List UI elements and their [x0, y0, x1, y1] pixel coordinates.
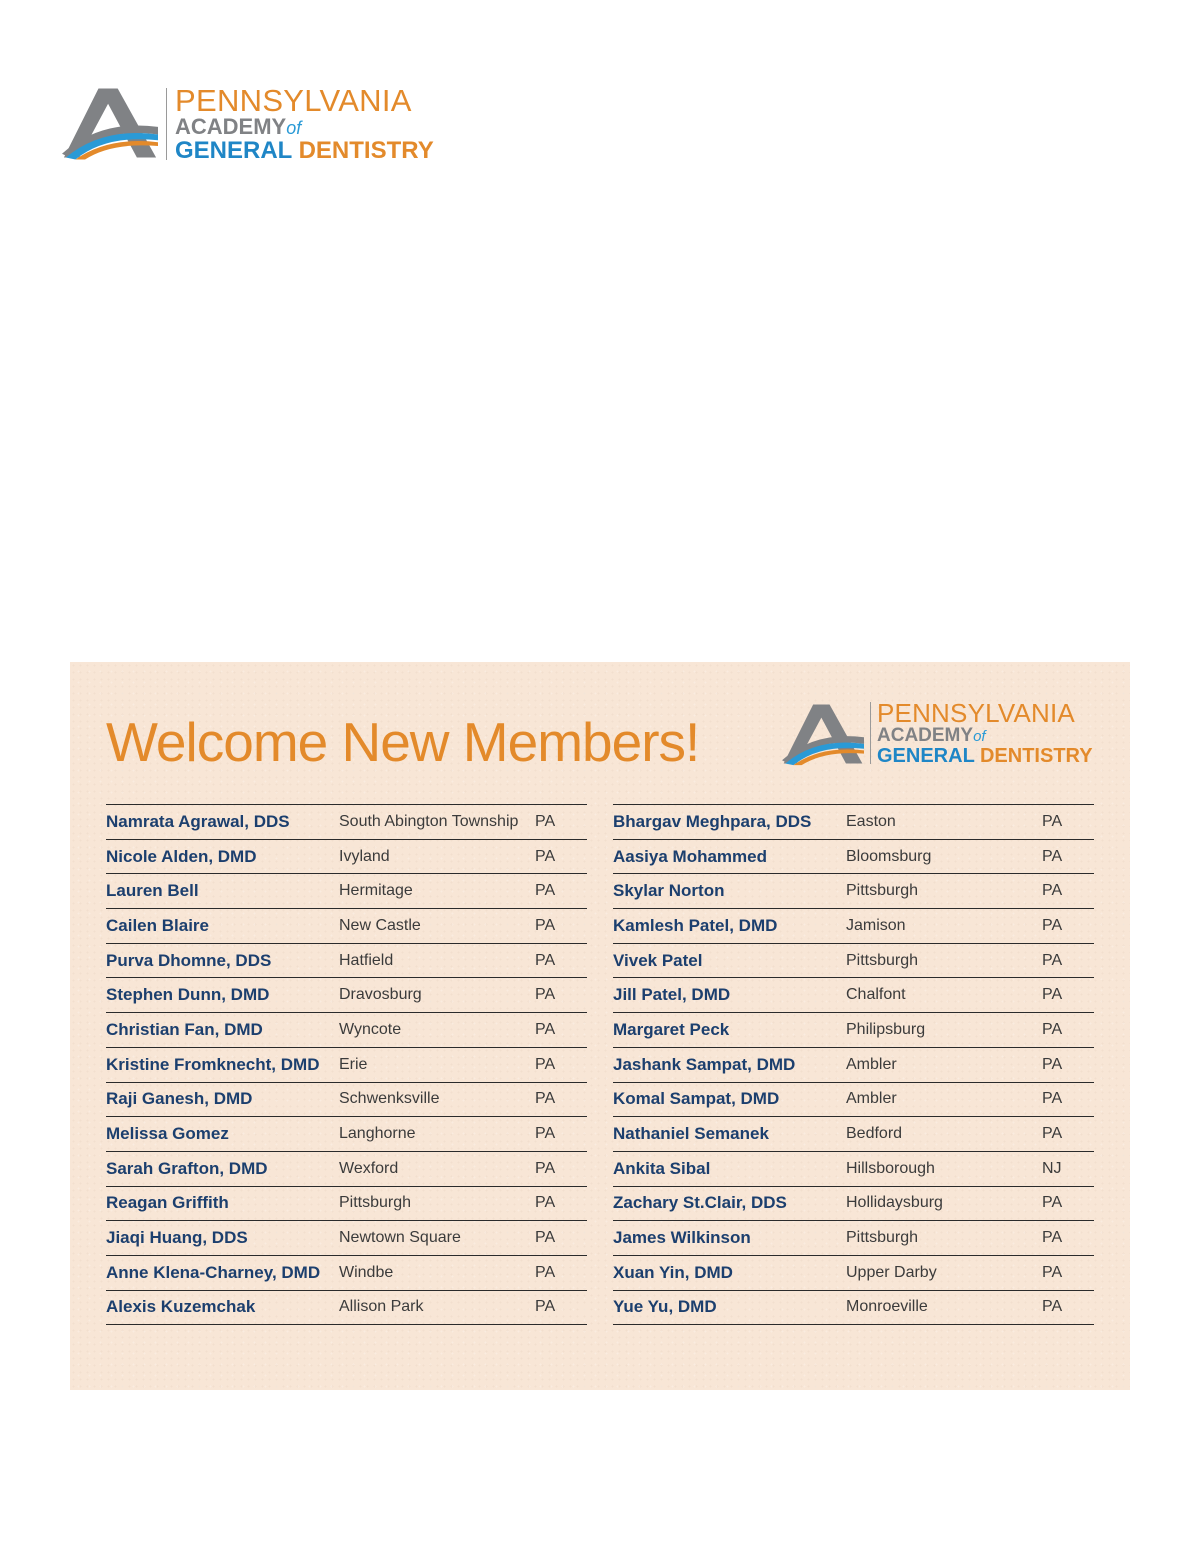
member-name: Raji Ganesh, DMD [106, 1089, 253, 1109]
member-city: New Castle [339, 916, 421, 934]
member-city: Hatfield [339, 951, 394, 969]
member-name: Skylar Norton [613, 881, 725, 901]
member-state: PA [535, 1020, 556, 1038]
member-name: James Wilkinson [613, 1228, 751, 1248]
member-state: PA [535, 812, 556, 830]
member-city: Monroeville [846, 1298, 928, 1316]
member-name: Nathaniel Semanek [613, 1124, 769, 1144]
member-name: Xuan Yin, DMD [613, 1262, 733, 1282]
member-city: Chalfont [846, 986, 906, 1004]
member-row [106, 978, 587, 1013]
member-city: Newtown Square [339, 1229, 461, 1247]
member-row [613, 978, 1094, 1013]
member-row [106, 1256, 587, 1291]
member-city: Pittsburgh [846, 1229, 919, 1247]
member-state: PA [1042, 1229, 1063, 1247]
academy-a-logo-icon [782, 702, 864, 766]
member-city: Hermitage [339, 882, 413, 900]
member-name: Melissa Gomez [106, 1124, 229, 1144]
member-row [613, 944, 1094, 979]
member-row [106, 805, 587, 840]
member-name: Vivek Patel [613, 950, 703, 970]
logo-line-general-dentistry: GENERAL DENTISTRY [877, 745, 1093, 767]
member-name: Christian Fan, DMD [106, 1019, 263, 1039]
member-state: PA [1042, 1298, 1063, 1316]
member-row [613, 1152, 1094, 1187]
member-state: PA [1042, 986, 1063, 1004]
member-city: Langhorne [339, 1125, 416, 1143]
member-row [613, 840, 1094, 875]
member-row [106, 1083, 587, 1118]
member-row [613, 1187, 1094, 1222]
member-name: Yue Yu, DMD [613, 1297, 717, 1317]
member-name: Jill Patel, DMD [613, 985, 731, 1005]
logo-line-academy: ACADEMYof [175, 114, 302, 139]
member-state: PA [1042, 812, 1063, 830]
member-row [613, 1291, 1094, 1326]
member-name: Cailen Blaire [106, 915, 209, 935]
member-name: Kamlesh Patel, DMD [613, 915, 778, 935]
member-row [106, 1152, 587, 1187]
member-name: Anne Klena-Charney, DMD [106, 1262, 321, 1282]
member-city: Upper Darby [846, 1263, 937, 1281]
panel-title: Welcome New Members! [106, 711, 700, 773]
member-name: Stephen Dunn, DMD [106, 985, 270, 1005]
member-name: Kristine Fromknecht, DMD [106, 1054, 320, 1074]
member-city: Hillsborough [846, 1159, 935, 1177]
member-row [613, 1221, 1094, 1256]
member-name: Zachary St.Clair, DDS [613, 1193, 787, 1213]
member-city: Ivyland [339, 847, 390, 865]
member-city: Wyncote [339, 1020, 402, 1038]
member-state: PA [535, 1263, 556, 1281]
academy-a-logo-icon [62, 86, 158, 160]
member-name: Margaret Peck [613, 1019, 730, 1039]
member-state: PA [535, 1090, 556, 1108]
member-city: Bloomsburg [846, 847, 932, 865]
members-list-right [613, 804, 1094, 1325]
member-city: Ambler [846, 1090, 897, 1108]
logo-line-pennsylvania: PENNSYLVANIA [877, 698, 1075, 728]
member-name: Aasiya Mohammed [613, 846, 767, 866]
member-name: Jashank Sampat, DMD [613, 1054, 796, 1074]
member-state: PA [535, 1055, 556, 1073]
member-name: Namrata Agrawal, DDS [106, 811, 290, 831]
member-state: PA [1042, 951, 1063, 969]
member-city: Wexford [339, 1159, 399, 1177]
member-row [613, 1256, 1094, 1291]
member-city: Philipsburg [846, 1020, 926, 1038]
logo-line-pennsylvania: PENNSYLVANIA [175, 83, 412, 118]
logo-line-academy: ACADEMYof [877, 725, 986, 746]
member-row [613, 1117, 1094, 1152]
member-city: Ambler [846, 1055, 897, 1073]
member-city: South Abington Township [339, 812, 519, 830]
member-name: Lauren Bell [106, 881, 199, 901]
member-state: PA [1042, 1020, 1063, 1038]
panel-academy-logo [782, 700, 1093, 766]
member-name: Nicole Alden, DMD [106, 846, 257, 866]
member-city: Allison Park [339, 1298, 424, 1316]
welcome-new-members-panel [70, 662, 1130, 1390]
member-state: PA [1042, 847, 1063, 865]
member-city: Windbe [339, 1263, 394, 1281]
member-name: Ankita Sibal [613, 1158, 711, 1178]
member-state: PA [535, 986, 556, 1004]
member-row [106, 1048, 587, 1083]
logo-divider [870, 702, 871, 764]
member-name: Bhargav Meghpara, DDS [613, 811, 812, 831]
member-row [613, 1013, 1094, 1048]
member-city: Pittsburgh [846, 882, 919, 900]
member-city: Jamison [846, 916, 906, 934]
member-state: PA [1042, 916, 1063, 934]
member-name: Alexis Kuzemchak [106, 1297, 256, 1317]
member-city: Bedford [846, 1125, 903, 1143]
member-row [106, 1117, 587, 1152]
member-city: Dravosburg [339, 986, 422, 1004]
member-name: Sarah Grafton, DMD [106, 1158, 268, 1178]
member-state: PA [535, 1125, 556, 1143]
member-row [106, 1221, 587, 1256]
member-city: Hollidaysburg [846, 1194, 943, 1212]
member-row [106, 874, 587, 909]
member-name: Reagan Griffith [106, 1193, 229, 1213]
member-row [106, 1013, 587, 1048]
member-state: PA [535, 1194, 556, 1212]
member-row [613, 805, 1094, 840]
member-row [613, 874, 1094, 909]
member-row [106, 1291, 587, 1326]
member-city: Pittsburgh [846, 951, 919, 969]
member-state: PA [535, 1298, 556, 1316]
member-state: PA [535, 1159, 556, 1177]
member-city: Easton [846, 812, 896, 830]
member-city: Pittsburgh [339, 1194, 412, 1212]
member-row [106, 840, 587, 875]
member-state: NJ [1042, 1159, 1062, 1177]
member-state: PA [535, 882, 556, 900]
member-city: Schwenksville [339, 1090, 440, 1108]
member-state: PA [1042, 882, 1063, 900]
logo-divider [166, 88, 167, 160]
member-row [106, 909, 587, 944]
member-state: PA [1042, 1263, 1063, 1281]
member-state: PA [1042, 1125, 1063, 1143]
member-row [613, 909, 1094, 944]
member-state: PA [1042, 1194, 1063, 1212]
member-name: Purva Dhomne, DDS [106, 950, 272, 970]
member-state: PA [1042, 1055, 1063, 1073]
member-city: Erie [339, 1055, 368, 1073]
members-list-left [106, 804, 587, 1325]
member-name: Komal Sampat, DMD [613, 1089, 780, 1109]
member-row [613, 1083, 1094, 1118]
member-row [106, 1187, 587, 1222]
logo-line-general-dentistry: GENERAL DENTISTRY [175, 137, 434, 164]
member-row [613, 1048, 1094, 1083]
member-row [106, 944, 587, 979]
academy-logo [62, 83, 434, 164]
member-state: PA [1042, 1090, 1063, 1108]
member-state: PA [535, 951, 556, 969]
member-name: Jiaqi Huang, DDS [106, 1228, 248, 1248]
member-state: PA [535, 847, 556, 865]
member-state: PA [535, 916, 556, 934]
member-state: PA [535, 1229, 556, 1247]
